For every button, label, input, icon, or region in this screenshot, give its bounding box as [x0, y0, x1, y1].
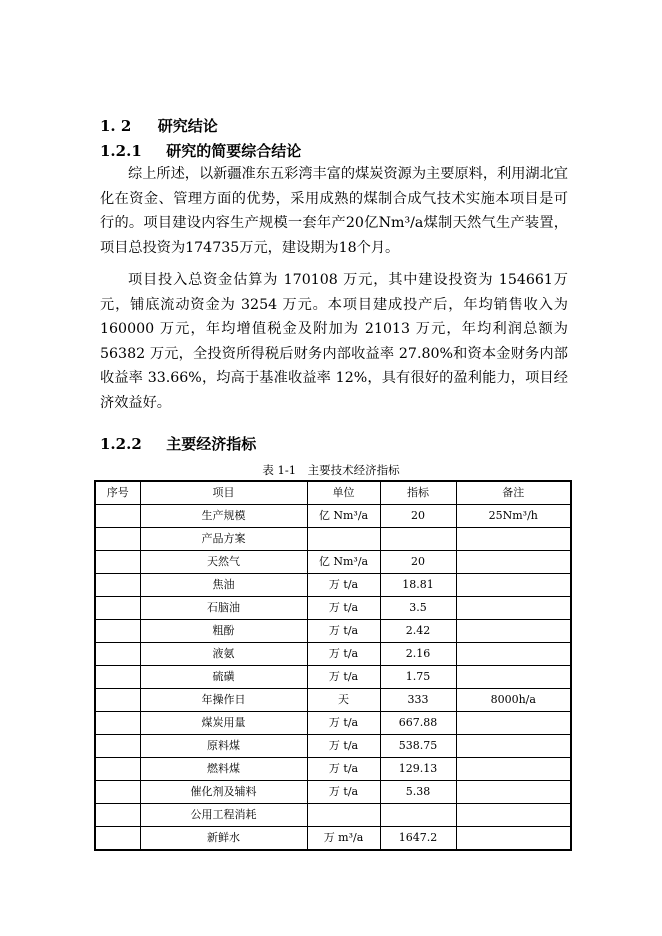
- cell-remark: [456, 781, 571, 804]
- cell-unit: 万 t/a: [307, 781, 380, 804]
- paragraph-1: 综上所述，以新疆准东五彩湾丰富的煤炭资源为主要原料，利用湖北宜化在资金、管理方面的优势，采用成熟的煤制合成气技术实施本项目是可行的。项目建设内容生产规模一套年产20亿Nm³/a煤制天然气生产装置，项目总投资为174735万元，建设期为18个月。: [100, 166, 568, 256]
- cell-remark: [456, 712, 571, 735]
- cell-remark: [456, 735, 571, 758]
- header-value: 指标: [380, 481, 456, 505]
- cell-value: 5.38: [380, 781, 456, 804]
- cell-value: 1647.2: [380, 827, 456, 851]
- cell-item: 焦油: [140, 574, 307, 597]
- table-header-row: [95, 481, 571, 505]
- cell-unit: 万 t/a: [307, 666, 380, 689]
- cell-item: 催化剂及辅料: [140, 781, 307, 804]
- cell-unit: 万 t/a: [307, 758, 380, 781]
- cell-value: 333: [380, 689, 456, 712]
- table-row: [95, 758, 571, 781]
- header-index: 序号: [95, 481, 140, 505]
- cell-remark: [456, 528, 571, 551]
- header-remark: 备注: [456, 481, 571, 505]
- cell-item: 燃料煤: [140, 758, 307, 781]
- cell-index: [95, 781, 140, 804]
- cell-unit: 万 t/a: [307, 712, 380, 735]
- cell-remark: [456, 620, 571, 643]
- cell-value: 20: [380, 505, 456, 528]
- cell-index: [95, 666, 140, 689]
- table-row: [95, 712, 571, 735]
- cell-value: [380, 528, 456, 551]
- cell-remark: [456, 758, 571, 781]
- economic-indicators-table: [94, 480, 572, 851]
- cell-index: [95, 827, 140, 851]
- table-row: [95, 804, 571, 827]
- cell-value: 1.75: [380, 666, 456, 689]
- cell-unit: 万 t/a: [307, 735, 380, 758]
- cell-item: 天然气: [140, 551, 307, 574]
- table-row: [95, 827, 571, 851]
- cell-remark: [456, 551, 571, 574]
- table-row: [95, 643, 571, 666]
- cell-unit: 万 t/a: [307, 643, 380, 666]
- cell-item: 粗酚: [140, 620, 307, 643]
- cell-remark: [456, 666, 571, 689]
- cell-unit: 万 t/a: [307, 597, 380, 620]
- cell-remark: 8000h/a: [456, 689, 571, 712]
- cell-item: 液氨: [140, 643, 307, 666]
- cell-remark: [456, 804, 571, 827]
- cell-unit: 万 m³/a: [307, 827, 380, 851]
- cell-item: 石脑油: [140, 597, 307, 620]
- subsection-number: 1.2.2: [100, 435, 142, 453]
- paragraph-2: 项目投入总资金估算为 170108 万元，其中建设投资为 154661万元，铺底流动资金为 3254 万元。本项目建成投产后，年均销售收入为 160000 万元，年均增值税金及附加为 21013 万元，年均利润总额为 56382 万元，全投资所得税后财务内部收益率 27.80%和资本金财务内部收益率 33.66%，均高于基准收益率 12%，具有很好的盈利能力，项目经济效益好。: [100, 272, 568, 411]
- cell-value: 20: [380, 551, 456, 574]
- cell-index: [95, 574, 140, 597]
- cell-value: 2.42: [380, 620, 456, 643]
- subsection-heading-1: [100, 140, 301, 161]
- table-body: [95, 505, 571, 851]
- cell-value: 3.5: [380, 597, 456, 620]
- cell-item: 煤炭用量: [140, 712, 307, 735]
- cell-value: 18.81: [380, 574, 456, 597]
- subsection-number: 1.2.1: [100, 142, 142, 160]
- table-row: [95, 620, 571, 643]
- cell-index: [95, 505, 140, 528]
- cell-index: [95, 597, 140, 620]
- cell-index: [95, 758, 140, 781]
- cell-unit: 天: [307, 689, 380, 712]
- section-number: 1. 2: [100, 117, 132, 135]
- section-heading: [100, 115, 218, 136]
- subsection-title: 主要经济指标: [166, 435, 257, 453]
- cell-value: 538.75: [380, 735, 456, 758]
- section-title: 研究结论: [157, 117, 218, 135]
- cell-item: 公用工程消耗: [140, 804, 307, 827]
- cell-value: [380, 804, 456, 827]
- table-row: [95, 735, 571, 758]
- cell-remark: [456, 597, 571, 620]
- cell-index: [95, 712, 140, 735]
- cell-unit: 万 t/a: [307, 574, 380, 597]
- table-row: [95, 551, 571, 574]
- cell-index: [95, 689, 140, 712]
- cell-index: [95, 804, 140, 827]
- table-row: [95, 505, 571, 528]
- cell-unit: 万 t/a: [307, 620, 380, 643]
- table-row: [95, 666, 571, 689]
- cell-remark: [456, 827, 571, 851]
- cell-value: 129.13: [380, 758, 456, 781]
- header-unit: 单位: [307, 481, 380, 505]
- cell-remark: [456, 643, 571, 666]
- table-row: [95, 781, 571, 804]
- cell-item: 生产规模: [140, 505, 307, 528]
- cell-remark: [456, 574, 571, 597]
- table-caption: 表 1-1 主要技术经济指标: [262, 463, 400, 477]
- cell-unit: 亿 Nm³/a: [307, 551, 380, 574]
- table-row: [95, 689, 571, 712]
- cell-item: 产品方案: [140, 528, 307, 551]
- cell-item: 年操作日: [140, 689, 307, 712]
- table-row: [95, 597, 571, 620]
- cell-index: [95, 528, 140, 551]
- cell-value: 667.88: [380, 712, 456, 735]
- table-row: [95, 528, 571, 551]
- cell-unit: [307, 528, 380, 551]
- table-row: [95, 574, 571, 597]
- cell-item: 新鲜水: [140, 827, 307, 851]
- cell-item: 硫磺: [140, 666, 307, 689]
- cell-value: 2.16: [380, 643, 456, 666]
- subsection-heading-2: [100, 433, 256, 454]
- cell-index: [95, 643, 140, 666]
- header-item: 项目: [140, 481, 307, 505]
- cell-remark: 25Nm³/h: [456, 505, 571, 528]
- cell-unit: 亿 Nm³/a: [307, 505, 380, 528]
- cell-index: [95, 551, 140, 574]
- cell-item: 原料煤: [140, 735, 307, 758]
- cell-index: [95, 620, 140, 643]
- cell-index: [95, 735, 140, 758]
- subsection-title: 研究的简要综合结论: [166, 142, 302, 160]
- cell-unit: [307, 804, 380, 827]
